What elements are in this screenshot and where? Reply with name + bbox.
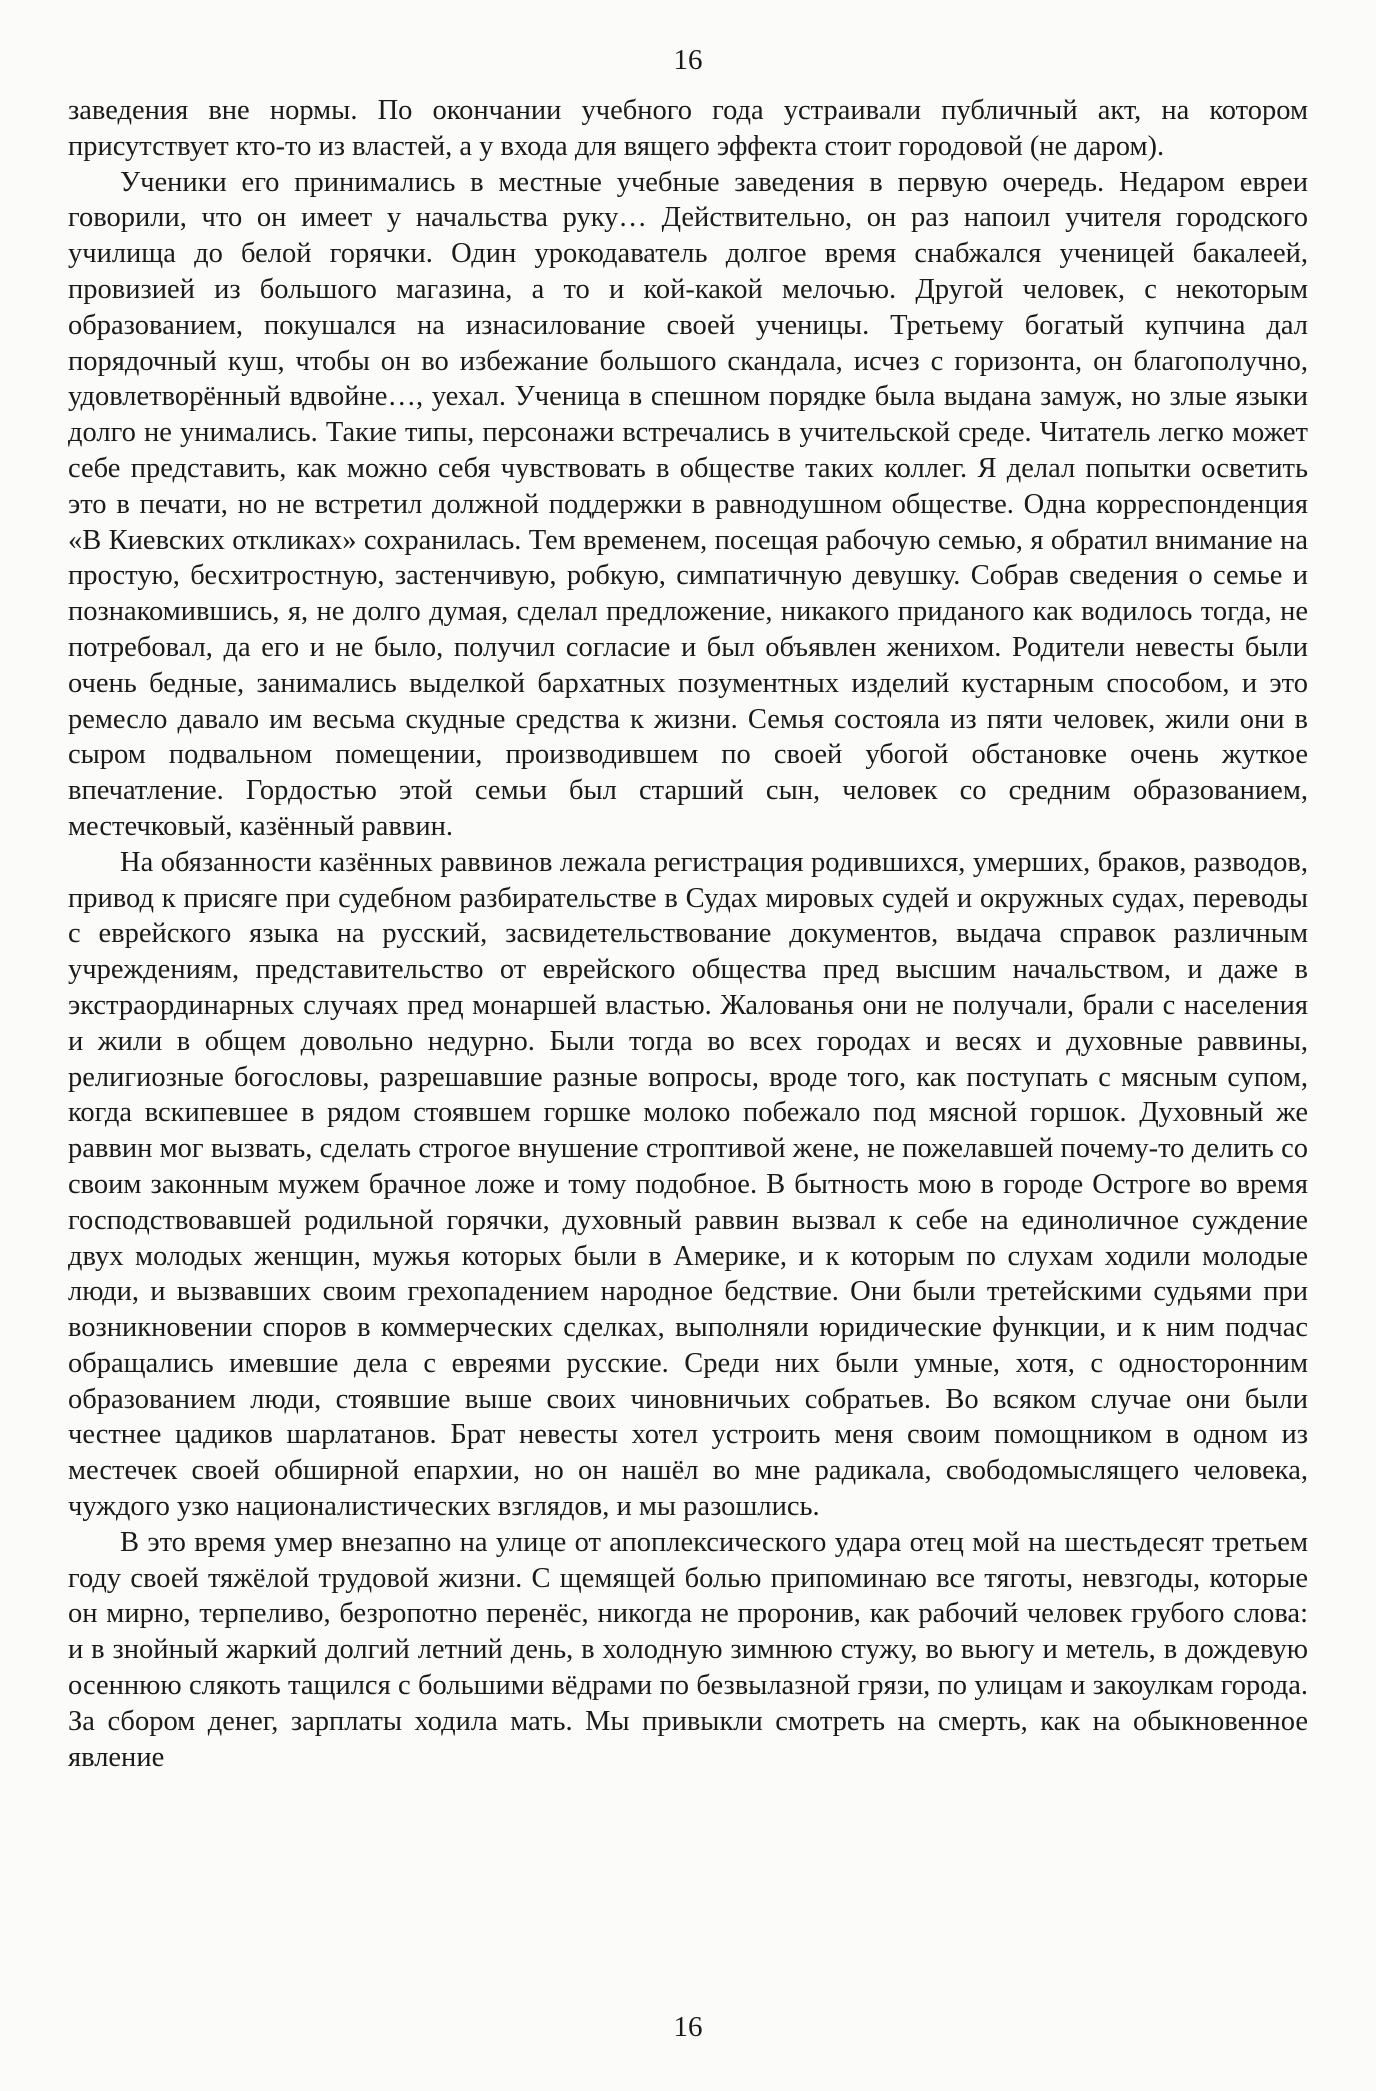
paragraph-3: На обязанности казённых раввинов лежала регистрация родившихся, умерших, браков, разводов, привод к присяге при судебном разбирательстве в Судах мировых судей и окружных судах, переводы с еврейского языка на русский, засвидетельствование документов, выдача справок различным учреждениям, представительство от еврейского общества пред высшим начальством, и даже в экстраординарных случаях пред монаршей властью. Жалованья они не получали, брали с населения и жили в общем довольно недурно. Были тогда во всех городах и весях и духовные раввины, религиозные богословы, разрешавшие разные вопросы, вроде того, как поступать с мясным супом, когда вскипевшее в рядом стоявшем горшке молоко побежало под мясной горшок. Духовный же раввин мог вызвать, сделать строгое внушение строптивой жене, не пожелавшей почему-то делить со своим законным мужем брачное ложе и тому подобное. В бытность мою в городе Остроге во время господствовавшей родильной горячки, духовный раввин вызвал к себе на единоличное суждение двух молодых женщин, мужья которых были в Америке, и к которым по слухам ходили молодые люди, и вызвавших своим грехопадением народное бедствие. Они были третейскими судьями при возникновении споров в коммерческих сделках, выполняли юридические функции, и к ним подчас обращались имевшие дела с евреями русские. Среди них были умные, хотя, с односторонним образованием люди, стоявшие выше своих чиновничьих собратьев. Во всяком случае они были честнее цадиков шарлатанов. Брат невесты хотел устроить меня своим помощником в одном из местечек своей обширной епархии, но он нашёл во мне радикала, свободомыслящего человека, чуждого узко националистических взглядов, и мы разошлись. <box>68 846 1308 1523</box>
paragraph-2: Ученики его принимались в местные учебные заведения в первую очередь. Недаром евреи говорили, что он имеет у начальства руку… Действительно, он раз напоил учителя городского училища до белой горячки. Один урокодаватель долгое время снабжался ученицей бакалеей, провизией из большого магазина, а то и кой-какой мелочью. Другой человек, с некоторым образованием, покушался на изнасилование своей ученицы. Третьему богатый купчина дал порядочный куш, чтобы он во избежание большого скандала, исчез с горизонта, он благополучно, удовлетворённый вдвойне…, уехал. Ученица в спешном порядке была выдана замуж, но злые языки долго не унимались. Такие типы, персонажи встречались в учительской среде. Читатель легко может себе представить, как можно себя чувствовать в обществе таких коллег. Я делал попытки осветить это в печати, но не встретил должной поддержки в равнодушном обществе. Одна корреспонденция «В Киевских откликах» сохранилась. Тем временем, посещая рабочую семью, я обратил внимание на простую, бесхитростную, застенчивую, робкую, симпатичную девушку. Собрав сведения о семье и познакомившись, я, не долго думая, сделал предложение, никакого приданого как водилось тогда, не потребовал, да его и не было, получил согласие и был объявлен женихом. Родители невесты были очень бедные, занимались выделкой бархатных позументных изделий кустарным способом, и это ремесло давало им весьма скудные средства к жизни. Семья состояла из пяти человек, жили они в сыром подвальном помещении, производившем по своей убогой обстановке очень жуткое впечатление. Гордостью этой семьи был старший сын, человек со средним образованием, местечковый, казённый раввин. <box>68 166 1308 842</box>
page-number-bottom: 16 <box>673 2011 703 2043</box>
paragraph-4: В это время умер внезапно на улице от апоплексического удара отец мой на шестьдесят третьем году своей тяжёлой трудовой жизни. С щемящей болью припоминаю все тяготы, невзгоды, которые он мирно, терпеливо, безропотно перенёс, никогда не проронив, как рабочий человек грубого слова: и в знойный жаркий долгий летний день, в холодную зимнюю стужу, во вьюгу и метель, в дождевую осеннюю слякоть тащился с большими вёдрами по безвылазной грязи, по улицам и закоулкам города. За сбором денег, зарплаты ходила мать. Мы привыкли смотреть на смерть, как на обыкновенное явление <box>68 1526 1308 1773</box>
paragraph-1: заведения вне нормы. По окончании учебного года устраивали публичный акт, на котором присутствует кто-то из властей, а у входа для вящего эффекта стоит городовой (не даром). <box>68 95 1308 162</box>
page-number-top: 16 <box>673 44 703 76</box>
text-body <box>68 93 1308 1775</box>
